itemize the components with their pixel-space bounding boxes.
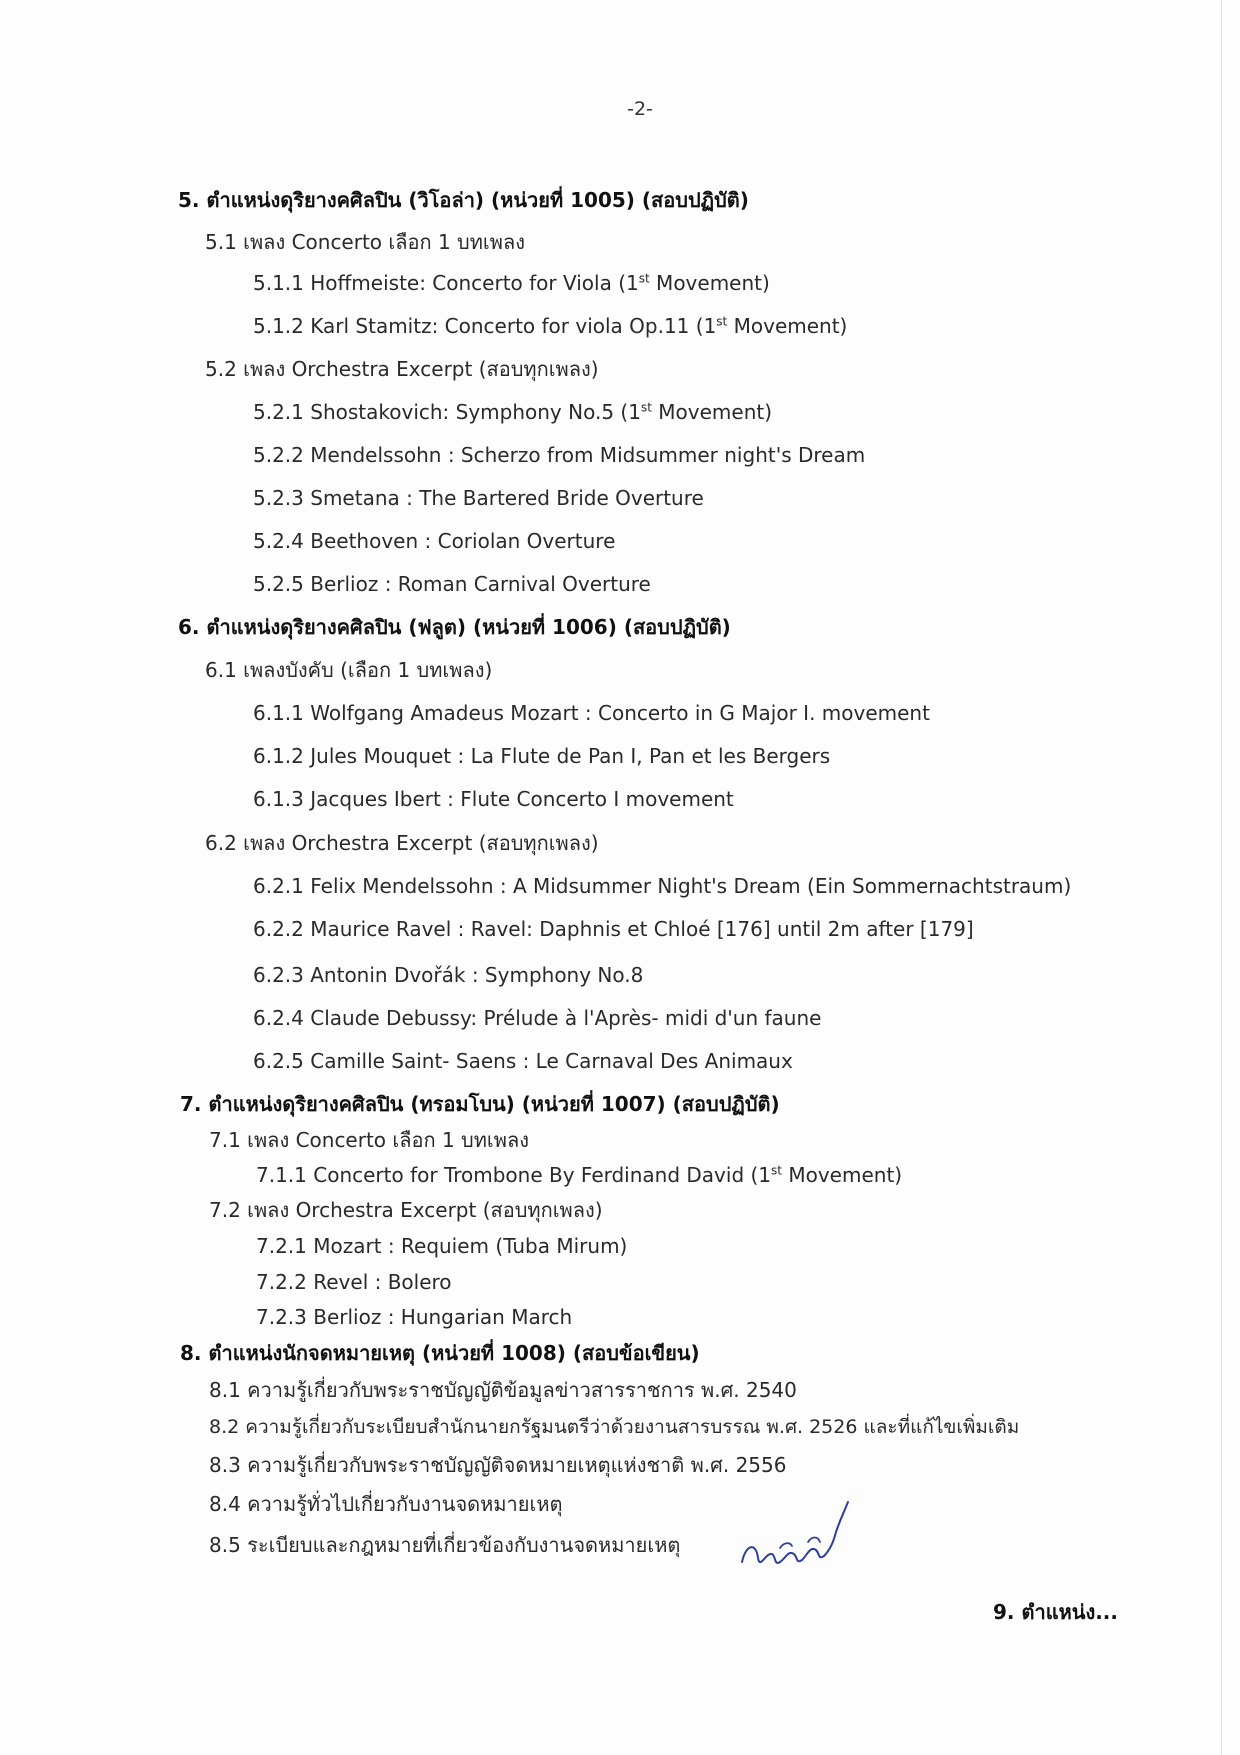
list-item: 6.2.3 Antonin Dvořák : Symphony No.8 xyxy=(253,963,644,987)
list-item: 6.2.4 Claude Debussy: Prélude à l'Après- midi d'un faune xyxy=(253,1006,822,1030)
next-page-continuation: 9. ตำแหน่ง... xyxy=(993,1600,1118,1624)
list-item: 7.2.3 Berlioz : Hungarian March xyxy=(256,1305,573,1329)
section-heading: 7. ตำแหน่งดุริยางคศิลปิน (ทรอมโบน) (หน่วยที่ 1007) (สอบปฏิบัติ) xyxy=(180,1092,780,1116)
list-item: 5.2.4 Beethoven : Coriolan Overture xyxy=(253,529,616,553)
list-item: 5.2.3 Smetana : The Bartered Bride Overture xyxy=(253,486,704,510)
list-item: 7.2.1 Mozart : Requiem (Tuba Mirum) xyxy=(256,1234,628,1258)
item-text: 7.1.1 Concerto for Trombone By Ferdinand David (1 xyxy=(256,1163,772,1187)
item-text-suffix: Movement) xyxy=(649,271,770,295)
item-text-suffix: Movement) xyxy=(651,400,773,424)
list-item: 6.1.1 Wolfgang Amadeus Mozart : Concerto in G Major I. movement xyxy=(253,701,930,725)
section-heading: 6. ตำแหน่งดุริยางคศิลปิน (ฟลูต) (หน่วยที่ 1006) (สอบปฏิบัติ) xyxy=(178,615,731,639)
superscript: st xyxy=(638,271,650,286)
subsection-label: 5.1 เพลง Concerto เลือก 1 บทเพลง xyxy=(205,230,525,254)
item-text: 5.2.1 Shostakovich: Symphony No.5 (1 xyxy=(253,400,641,424)
list-item: 5.2.5 Berlioz : Roman Carnival Overture xyxy=(253,572,651,596)
list-item: 6.2.1 Felix Mendelssohn : A Midsummer Night's Dream (Ein Sommernachtstraum) xyxy=(253,874,1072,898)
subsection-label: 5.2 เพลง Orchestra Excerpt (สอบทุกเพลง) xyxy=(205,357,599,381)
subsection-label: 8.5 ระเบียบและกฎหมายที่เกี่ยวข้องกับงานจดหมายเหตุ xyxy=(209,1533,681,1557)
section-heading: 5. ตำแหน่งดุริยางคศิลปิน (วิโอล่า) (หน่วยที่ 1005) (สอบปฏิบัติ) xyxy=(178,188,749,212)
list-item: 7.2.2 Revel : Bolero xyxy=(256,1270,452,1294)
list-item xyxy=(256,1163,902,1187)
section-heading: 8. ตำแหน่งนักจดหมายเหตุ (หน่วยที่ 1008) (สอบข้อเขียน) xyxy=(180,1341,700,1365)
subsection-label: 7.2 เพลง Orchestra Excerpt (สอบทุกเพลง) xyxy=(209,1198,603,1222)
subsection-label: 8.2 ความรู้เกี่ยวกับระเบียบสำนักนายกรัฐมนตรีว่าด้วยงานสารบรรณ พ.ศ. 2526 และที่แก้ไขเพิ่มเติม xyxy=(209,1416,1020,1438)
list-item: 6.1.2 Jules Mouquet : La Flute de Pan I, Pan et les Bergers xyxy=(253,744,831,768)
subsection-label: 6.2 เพลง Orchestra Excerpt (สอบทุกเพลง) xyxy=(205,831,599,855)
subsection-label: 7.1 เพลง Concerto เลือก 1 บทเพลง xyxy=(209,1128,529,1152)
list-item: 5.2.2 Mendelssohn : Scherzo from Midsummer night's Dream xyxy=(253,443,866,467)
superscript: st xyxy=(716,314,728,329)
superscript: st xyxy=(640,400,652,415)
subsection-label: 8.4 ความรู้ทั่วไปเกี่ยวกับงานจดหมายเหตุ xyxy=(209,1492,563,1516)
handwritten-signature xyxy=(736,1492,856,1582)
subsection-label: 8.1 ความรู้เกี่ยวกับพระราชบัญญัติข้อมูลข่าวสารราชการ พ.ศ. 2540 xyxy=(209,1378,797,1402)
list-item: 6.2.2 Maurice Ravel : Ravel: Daphnis et Chloé [176] until 2m after [179] xyxy=(253,917,974,941)
subsection-label: 8.3 ความรู้เกี่ยวกับพระราชบัญญัติจดหมายเหตุแห่งชาติ พ.ศ. 2556 xyxy=(209,1453,787,1477)
list-item: 6.1.3 Jacques Ibert : Flute Concerto I movement xyxy=(253,787,734,811)
item-text: 5.1.1 Hoffmeiste: Concerto for Viola (1 xyxy=(253,271,639,295)
list-item xyxy=(253,314,847,338)
list-item: 6.2.5 Camille Saint- Saens : Le Carnaval Des Animaux xyxy=(253,1049,793,1073)
list-item xyxy=(253,271,770,295)
subsection-label: 6.1 เพลงบังคับ (เลือก 1 บทเพลง) xyxy=(205,658,493,682)
list-item xyxy=(253,400,772,424)
page-number: -2- xyxy=(627,98,653,120)
superscript: st xyxy=(771,1163,782,1178)
item-text-suffix: Movement) xyxy=(782,1163,903,1187)
page-edge xyxy=(1221,0,1222,1755)
item-text-suffix: Movement) xyxy=(727,314,848,338)
item-text: 5.1.2 Karl Stamitz: Concerto for viola Op.11 (1 xyxy=(253,314,717,338)
